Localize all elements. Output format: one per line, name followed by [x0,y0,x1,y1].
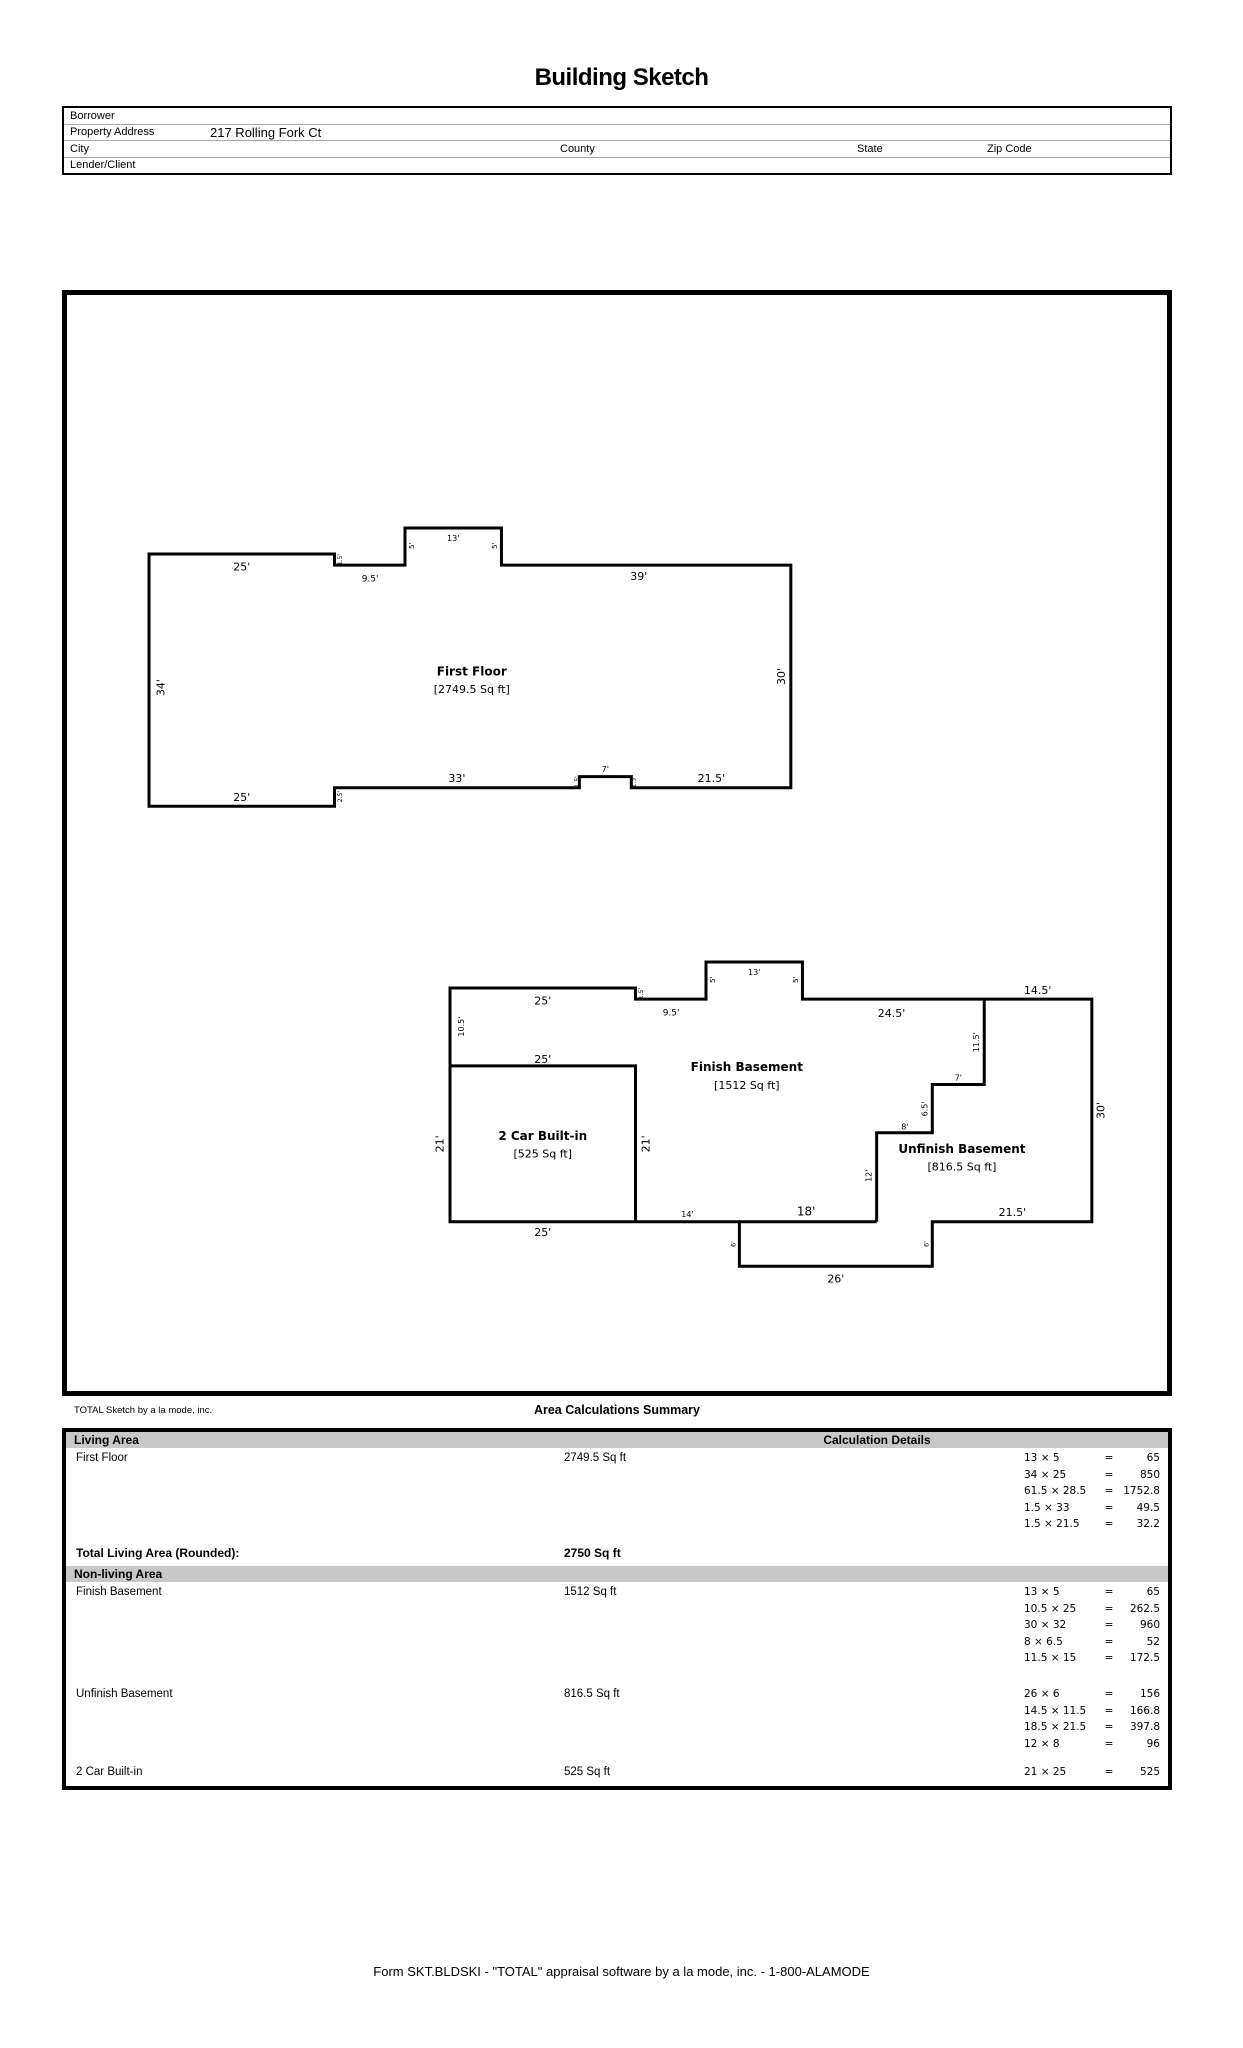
dimension-label-26: 26' [827,1272,845,1286]
room-label-2-car-built-in: 2 Car Built-in [498,1128,588,1143]
dimension-label-21-5: 21.5' [998,1205,1027,1219]
calc-result: 850 [1139,1468,1160,1481]
equals-sign: = [1104,1602,1114,1615]
dimension-label-25: 25' [233,791,251,805]
calculation-details-header: Calculation Details [823,1433,931,1447]
basement-group [433,962,1107,1286]
calc-result: 1752.8 [1123,1485,1160,1497]
field-label-state: State [857,142,883,155]
dimension-label-24-5: 24.5' [877,1007,906,1021]
dimension-label-7: 7' [601,764,609,774]
equals-sign: = [1104,1452,1114,1464]
equals-sign: = [1104,1704,1114,1717]
subject-info-form [62,106,1172,175]
dimension-label-25: 25' [233,560,251,574]
equals-sign: = [1104,1518,1114,1530]
dimension-label-6-5: 6.5' [920,1101,930,1117]
dimension-label-12: 12' [864,1169,874,1182]
calc-result: 960 [1139,1619,1160,1631]
calc-result: 156 [1139,1688,1160,1700]
calc-details-finish-basement [1024,1586,1160,1669]
calc-line [1024,1721,1160,1738]
calc-result: 525 [1139,1766,1160,1778]
calc-expression: 10.5 × 25 [1024,1602,1077,1615]
calc-line [1024,1705,1160,1722]
area-row-sqft-first-floor: 2749.5 Sq ft [564,1452,627,1464]
dimension-label-7: 7' [954,1073,962,1083]
dimension-label-9-5: 9.5' [361,574,379,585]
room-label-first-floor: First Floor [436,664,507,679]
calc-expression: 18.5 × 21.5 [1024,1721,1087,1733]
room-label-finish-basement: Finish Basement [690,1059,803,1074]
calc-result: 262.5 [1129,1602,1160,1615]
equals-sign: = [1104,1501,1114,1514]
calc-expression: 1.5 × 21.5 [1024,1518,1080,1530]
sketch-canvas [62,290,1172,1396]
calc-result: 32.2 [1136,1518,1160,1530]
area-row-name-unfinish-basement: Unfinish Basement [76,1688,173,1700]
area-summary-title: Area Calculations Summary [533,1403,701,1417]
dimension-label-18: 18' [796,1204,816,1219]
dimension-label-25: 25' [534,1225,552,1239]
calc-expression: 11.5 × 15 [1024,1652,1077,1664]
dimension-label-9-5: 9.5' [662,1008,680,1019]
field-label-county: County [560,142,595,155]
calc-line [1024,1485,1160,1502]
page-title: Building Sketch [534,64,709,91]
dimension-label-1512-sq-ft: [1512 Sq ft] [714,1079,780,1093]
total-living-area-label: Total Living Area (Rounded): [76,1546,240,1560]
dimension-label-6: 6' [729,1241,738,1247]
form-row-2 [64,141,1170,158]
calc-details-2-car-built-in [1024,1766,1160,1783]
dimension-label-2749-5-sq-ft: [2749.5 Sq ft] [433,682,510,696]
floorplan-drawing [67,295,1167,1391]
dimension-label-11-5: 11.5' [971,1032,981,1053]
calc-expression: 12 × 8 [1024,1737,1060,1750]
dimension-label-10-5: 10.5' [456,1016,466,1037]
equals-sign: = [1104,1468,1114,1481]
field-label-property-address: Property Address [70,126,155,138]
calc-line [1024,1518,1160,1535]
living-area-header: Living Area [74,1433,139,1447]
dimension-label-816-5-sq-ft: [816.5 Sq ft] [927,1160,997,1174]
calc-result: 49.5 [1136,1501,1160,1514]
dimension-label-21: 21' [433,1135,447,1153]
calc-line [1024,1766,1160,1783]
dimension-label-1-5: 1.5' [574,776,582,788]
nonliving-area-header-bar [66,1566,1168,1582]
dimension-label-33: 33' [448,771,466,785]
calc-line [1024,1738,1160,1755]
dimension-label-14-5: 14.5' [1023,984,1052,998]
calc-line [1024,1619,1160,1636]
equals-sign: = [1104,1619,1114,1631]
calc-expression: 21 × 25 [1024,1766,1067,1778]
calc-result: 172.5 [1129,1652,1160,1664]
calc-line [1024,1652,1160,1669]
equals-sign: = [1104,1652,1114,1664]
calc-expression: 14.5 × 11.5 [1024,1704,1087,1717]
area-row-name-first-floor: First Floor [76,1452,128,1464]
calc-details-unfinish-basement [1024,1688,1160,1754]
calc-details-first-floor [1024,1452,1160,1535]
dimension-label-6: 6' [922,1241,931,1247]
dimension-label-21-5: 21.5' [697,771,726,785]
calc-line [1024,1688,1160,1705]
equals-sign: = [1104,1688,1114,1700]
field-label-zip-code: Zip Code [987,142,1032,155]
calc-expression: 1.5 × 33 [1024,1501,1070,1514]
calc-expression: 61.5 × 28.5 [1024,1485,1087,1497]
calc-result: 96 [1146,1737,1160,1750]
calc-line [1024,1586,1160,1603]
field-label-city: City [70,142,89,155]
dimension-label-14: 14' [681,1210,694,1220]
total-living-area-value: 2750 Sq ft [564,1546,621,1560]
dimension-label-30: 30' [1094,1101,1108,1119]
field-label-borrower: Borrower [70,109,115,122]
equals-sign: = [1104,1766,1114,1778]
equals-sign: = [1104,1485,1114,1497]
dimension-label-1-5: 1.5' [630,776,638,788]
equals-sign: = [1104,1737,1114,1750]
calc-result: 166.8 [1129,1704,1160,1717]
form-row-0 [64,108,1170,125]
area-row-sqft-2-car-built-in: 525 Sq ft [564,1766,611,1778]
calc-result: 52 [1146,1635,1160,1648]
dimension-label-34: 34' [154,679,168,697]
dimension-label-21: 21' [639,1135,653,1153]
dimension-label-1-5: 1.5' [637,987,645,1000]
form-row-3 [64,158,1170,174]
area-row-sqft-finish-basement: 1512 Sq ft [564,1586,617,1598]
equals-sign: = [1104,1721,1114,1733]
dimension-label-25: 25' [534,994,552,1008]
room-label-unfinish-basement: Unfinish Basement [898,1142,1026,1157]
calc-line [1024,1469,1160,1486]
dimension-label-8: 8' [901,1122,909,1132]
calc-result: 65 [1146,1586,1160,1598]
dimension-label-5: 5' [408,542,417,550]
calc-expression: 30 × 32 [1024,1619,1067,1631]
calc-expression: 26 × 6 [1024,1688,1060,1700]
calc-line [1024,1603,1160,1620]
calc-line [1024,1502,1160,1519]
area-calculations-table [62,1428,1172,1790]
equals-sign: = [1104,1635,1114,1648]
first-floor-group [149,528,791,806]
dimension-label-39: 39' [630,570,648,584]
calc-expression: 8 × 6.5 [1024,1635,1063,1648]
calc-line [1024,1636,1160,1653]
dimension-label-5: 5' [792,976,801,984]
form-footer: Form SKT.BLDSKI - "TOTAL" appraisal software by a la mode, inc. - 1-800-ALAMODE [373,1964,870,1979]
dimension-label-30: 30' [775,667,789,685]
dimension-label-13: 13' [748,968,761,978]
software-branding: TOTAL Sketch by a la mode, inc. [74,1405,213,1416]
calc-result: 65 [1146,1452,1160,1464]
dimension-label-13: 13' [447,534,460,544]
area-row-sqft-unfinish-basement: 816.5 Sq ft [564,1688,620,1700]
field-label-lender-client: Lender/Client [70,159,136,171]
calc-expression: 13 × 5 [1024,1452,1060,1464]
dimension-label-25: 25' [534,1053,552,1067]
area-row-name-finish-basement: Finish Basement [76,1586,162,1598]
field-value-property-address: 217 Rolling Fork Ct [210,125,322,140]
calc-expression: 34 × 25 [1024,1468,1067,1481]
equals-sign: = [1104,1586,1114,1598]
dimension-label-1-5: 1.5' [336,553,344,566]
calc-line [1024,1452,1160,1469]
area-row-name-2-car-built-in: 2 Car Built-in [76,1766,143,1778]
nonliving-area-header: Non-living Area [74,1567,163,1581]
dimension-label-2-5: 2.5' [336,791,344,803]
dimension-label-5: 5' [709,976,718,984]
dimension-label-525-sq-ft: [525 Sq ft] [513,1147,573,1161]
calc-result: 397.8 [1129,1721,1160,1733]
calc-expression: 13 × 5 [1024,1586,1060,1598]
dimension-label-5: 5' [491,542,500,550]
living-area-header-bar [66,1432,1168,1448]
form-row-1 [64,125,1170,142]
